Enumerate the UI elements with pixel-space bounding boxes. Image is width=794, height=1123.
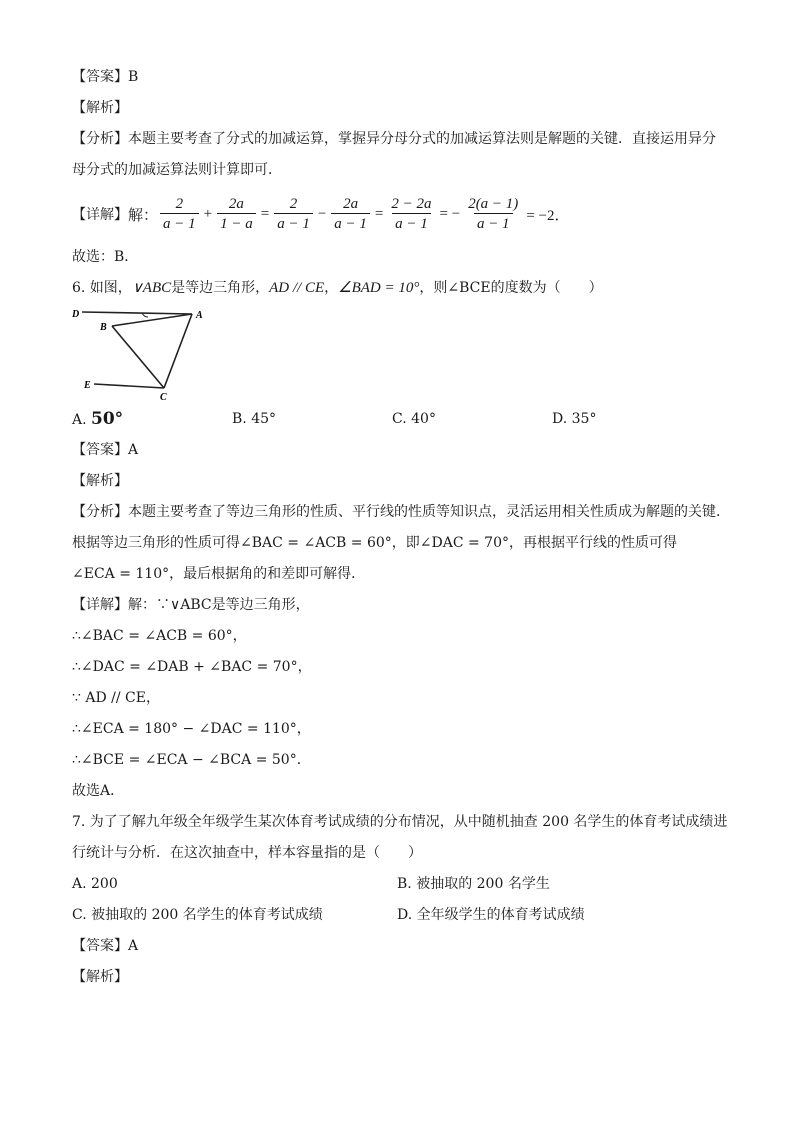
q6-figure	[72, 306, 732, 402]
q6-analysis-tag: 【解析】	[72, 473, 128, 489]
fraction-5: $\frac{2 - 2a}{a - 1}$	[391, 195, 432, 232]
q5-conclusion: 故选：B．	[72, 249, 139, 265]
line-da	[82, 312, 192, 314]
q6-choice-b[interactable]: B. 45°	[232, 411, 277, 427]
q7-stem-line1: 7. 为了了解九年级全年级学生某次体育考试成绩的分布情况，从中随机抽查 200 名学生的体育考试成绩进	[72, 814, 728, 830]
line-ec	[94, 384, 164, 388]
q7-choice-c[interactable]: C. 被抽取的 200 名学生的体育考试成绩	[72, 907, 323, 923]
q6-detail-line1: 【详解】解：∵∨ABC是等边三角形，	[72, 597, 310, 613]
q7-choice-a[interactable]: A. 200	[72, 876, 118, 892]
document-page	[72, 62, 732, 993]
line-ba	[112, 314, 192, 326]
q6-conclusion: 故选A．	[72, 783, 125, 799]
q6-fenxi-line1: 【分析】本题主要考查了等边三角形的性质、平行线的性质等知识点，灵活运用相关性质成为解题的关键．	[72, 504, 730, 520]
line-ac	[164, 314, 192, 388]
q6-answer: 【答案】A	[72, 442, 139, 458]
fraction-3: $\frac{2}{a - 1}$	[274, 195, 313, 234]
q7-stem-line2: 行统计与分析．在这次抽查中，样本容量指的是（ ）	[72, 845, 422, 861]
label-d: D	[72, 309, 80, 320]
q6-step-2: ∴∠DAC = ∠DAB + ∠BAC = 70°，	[72, 659, 312, 675]
q7-choice-d[interactable]: D. 全年级学生的体育考试成绩	[397, 907, 585, 923]
q6-step-4: ∴∠ECA = 180° − ∠DAC = 110°，	[72, 721, 311, 737]
label-a: A	[196, 310, 203, 321]
q7-choices-row1	[72, 869, 732, 900]
q6-stem: 6. 如图，∨ABC是等边三角形，AD // CE，∠BAD = 10°，则∠BCE的度数为（ ）	[72, 280, 603, 296]
q6-step-1: ∴∠BAC = ∠ACB = 60°，	[72, 628, 247, 644]
fraction-6: $\frac{2(a - 1)}{a - 1}$	[468, 195, 519, 232]
q5-fenxi-line1: 【分析】本题主要考查了分式的加减运算，掌握异分母分式的加减运算法则是解题的关键．直接运用异分	[72, 131, 716, 147]
q5-answer: 【答案】B	[72, 69, 139, 85]
q7-choices-row2	[72, 900, 732, 931]
q5-fenxi-line2: 母分式的加减运算法则计算即可．	[72, 162, 282, 178]
label-b: B	[100, 322, 107, 333]
q6-step-5: ∴∠BCE = ∠ECA − ∠BCA = 50°．	[72, 752, 311, 768]
q5-analysis-tag: 【解析】	[72, 100, 128, 116]
q6-choices	[72, 404, 732, 435]
q5-detail-formula: 【详解】 解： $\frac{2}{a - 1}$ + $\frac{2a}{1 - a}$ = $\frac{2}{a - 1}$ − $\frac{2a}{a - 1}$ = $\frac{2 - 2a}{a - 1}$ = − $\frac{2(a - 1)}{a - 1}$ = −2．	[72, 195, 570, 232]
label-c: C	[160, 392, 167, 402]
triangle-diagram	[72, 306, 212, 402]
q6-choice-d[interactable]: D. 35°	[552, 411, 597, 427]
q6-step-3: ∵ AD // CE，	[72, 690, 160, 706]
fraction-1: $\frac{2}{a - 1}$	[160, 195, 199, 234]
q6-choice-a[interactable]: A. 50°	[72, 409, 124, 429]
q7-answer: 【答案】A	[72, 938, 139, 954]
q7-analysis-tag: 【解析】	[72, 969, 128, 985]
line-bc	[112, 326, 164, 388]
label-e: E	[84, 380, 91, 391]
q6-choice-c[interactable]: C. 40°	[392, 411, 436, 427]
fraction-2: $\frac{2a}{1 - a}$	[217, 195, 256, 234]
q7-choice-b[interactable]: B. 被抽取的 200 名学生	[397, 876, 550, 892]
q6-fenxi-line2: 根据等边三角形的性质可得∠BAC = ∠ACB = 60°，即∠DAC = 70°，再根据平行线的性质可得	[72, 535, 677, 551]
q6-fenxi-line3: ∠ECA = 110°，最后根据角的和差即可解得．	[72, 566, 366, 582]
fraction-4: $\frac{2a}{a - 1}$	[331, 195, 370, 234]
